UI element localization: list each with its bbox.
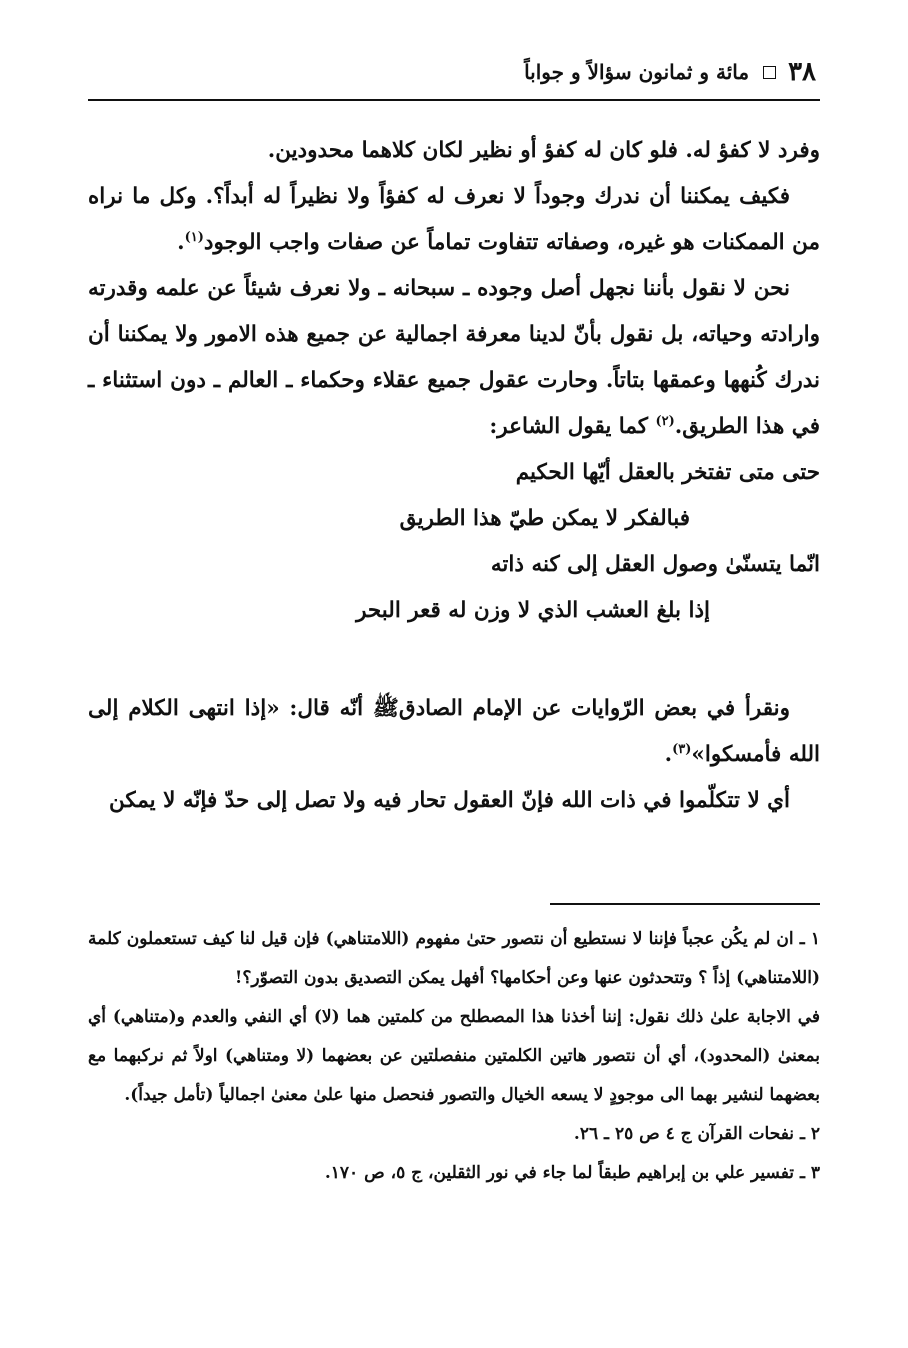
header-divider [88, 99, 820, 101]
paragraph-1: وفرد لا كفؤ له. فلو كان له كفؤ أو نظير لكان كلاهما محدودين. [267, 138, 820, 163]
footnote-2: ٢ ـ نفحات القرآن ج ٤ ص ٢٥ ـ ٢٦. [573, 1124, 820, 1144]
square-ornament-icon [763, 66, 776, 79]
book-title: مائة و ثمانون سؤالاً و جواباً [524, 60, 750, 84]
paragraph-3-text: نحن لا نقول بأننا نجهل أصل وجوده ـ سبحانه ـ ولا نعرف شيئاً عن علمه وقدرته وارادته وحياته، بل نقول بأنّ لدينا معرفة اجمالية عن جميع هذه الامور ولا يمكننا أن ندرك كُنهها وعمقها بتاتاً. وحارت عقول جميع عقلاء وحكماء ـ العالم ـ دون استثناء ـ في هذا الطريق. [88, 276, 820, 439]
paragraph-4-end: . [664, 742, 673, 767]
poem-line-4: إذا بلغ العشب الذي لا وزن له قعر البحر [356, 598, 710, 623]
paragraph-4-quote: أنّه قال: «إذا انتهى الكلام إلى الله فأمسكوا» [88, 696, 820, 767]
footnote-ref-2: (٢) [655, 413, 675, 429]
paragraph-3 [88, 266, 820, 450]
footnote-ref-3: (٣) [672, 741, 692, 757]
paragraph-4-text: ونقرأ في بعض الرّوايات عن الإمام الصادق [398, 696, 791, 721]
honorific-ligature: ﷺ [372, 696, 399, 721]
footnotes [88, 920, 820, 1193]
poem-line-2: فبالفكر لا يمكن طيّ هذا الطريق [399, 506, 690, 531]
poem-line-1: حتى متى تفتخر بالعقل أيّها الحكيم [515, 460, 820, 485]
poem-line-3: انّما يتسنّىٰ وصول العقل إلى كنه ذاته [490, 552, 820, 577]
paragraph-4 [88, 686, 820, 778]
paragraph-5: أي لا تتكلّموا في ذات الله فإنّ العقول تحار فيه ولا تصل إلى حدّ فإنّه لا يمكن [109, 788, 790, 813]
paragraph-3-end: كما يقول الشاعر: [489, 414, 656, 439]
footnote-3: ٣ ـ تفسير علي بن إبراهيم طبقاً لما جاء في نور الثقلين، ج ٥، ص ١٧٠. [324, 1163, 820, 1183]
main-text [88, 128, 820, 824]
paragraph-2 [88, 174, 820, 266]
footnote-divider [550, 903, 820, 905]
page-number: ٣٨ [788, 57, 816, 87]
footnote-1: ١ ـ ان لم يكُن عجباً فإننا لا نستطيع أن نتصور حتىٰ مفهوم (اللامتناهي) فإن قيل لنا كيف تستعملون كلمة (اللامتناهي) إذاً ؟ وتتحدثون عنها وعن أحكامها؟ أفهل يمكن التصديق بدون التصوّر؟! [88, 929, 820, 988]
running-header [92, 52, 816, 92]
paragraph-2-text: فكيف يمكننا أن ندرك وجوداً لا نعرف له كفؤاً ولا نظيراً له أبداً؟. وكل ما نراه من الممكنات هو غيره، وصفاته تتفاوت تماماً عن صفات واجب الوجود [88, 184, 820, 255]
footnote-ref-1: (١) [184, 229, 204, 245]
paragraph-2-end: . [177, 230, 185, 255]
footnote-1-answer: في الاجابة علىٰ ذلك نقول: إننا أخذنا هذا المصطلح من كلمتين هما (لا) أي النفي والعدم و(متناهي) أي بمعنىٰ (المحدود)، أي أن نتصور هاتين الكلمتين منفصلتين عن بعضهما (لا ومتناهي) اولاً ثم نركبهما مع بعضهما لنشير بهما الى موجودٍ لا يسعه الخيال والتصور فنحصل منها علىٰ معنىٰ اجمالياً (تأمل جيداً). [88, 1007, 820, 1105]
